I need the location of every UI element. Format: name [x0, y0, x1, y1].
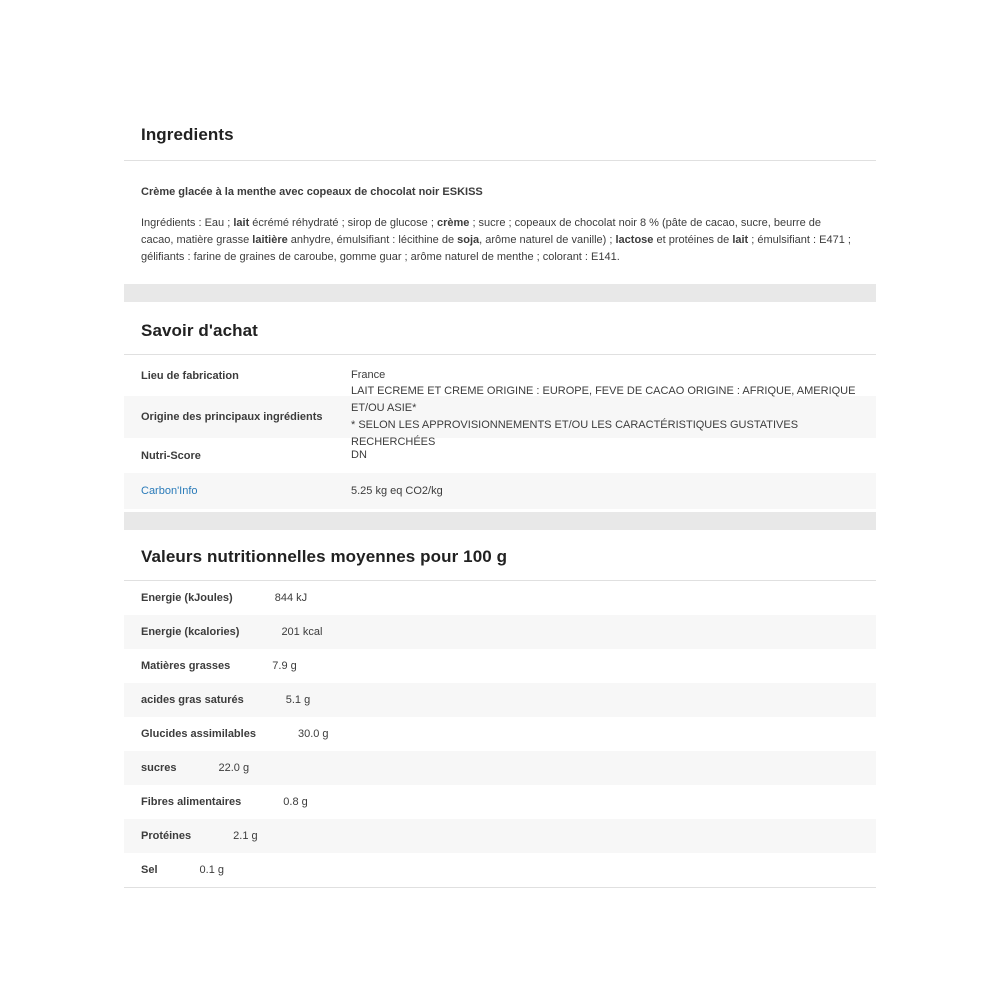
row-label: acides gras saturés	[141, 694, 244, 706]
nutrition-table	[124, 581, 876, 888]
table-row	[124, 785, 876, 819]
row-value: 201 kcal	[281, 626, 323, 638]
carbon-footprint-value: 5.25 kg eq CO2/kg	[351, 484, 443, 497]
row-label: Glucides assimilables	[141, 728, 256, 740]
row-value: 844 kJ	[274, 592, 308, 604]
row-label: Fibres alimentaires	[141, 796, 242, 808]
purchase-info-section-title: Savoir d'achat	[141, 321, 258, 340]
table-row	[124, 385, 876, 448]
row-value	[351, 383, 876, 451]
nutrition-section-title: Valeurs nutritionnelles moyennes pour 100 g	[141, 547, 508, 566]
row-label: Sel	[141, 864, 158, 876]
table-row	[124, 717, 876, 751]
table-row	[124, 615, 876, 649]
row-label: Origine des principaux ingrédients	[141, 411, 323, 423]
ingredients-section-title: Ingredients	[141, 125, 234, 144]
table-row	[124, 581, 876, 615]
row-label: Energie (kJoules)	[141, 592, 233, 604]
nutri-score-value: DN	[351, 449, 367, 461]
allergen-lait: lait	[233, 217, 250, 229]
row-value: 0.8 g	[283, 796, 308, 808]
row-value: 22.0 g	[218, 762, 250, 774]
product-name: Crème glacée à la menthe avec copeaux de chocolat noir ESKISS	[141, 186, 483, 198]
row-label: Protéines	[141, 830, 192, 842]
origin-value-line2: * SELON LES APPROVISIONNEMENTS ET/OU LES CARACTÉRISTIQUES GUSTATIVES RECHERCHÉES	[351, 419, 799, 448]
row-value: 30.0 g	[297, 728, 329, 740]
ingredients-text-part: anhydre, émulsifiant : lécithine de	[287, 234, 458, 246]
allergen-creme: crème	[436, 217, 470, 229]
row-label: Lieu de fabrication	[141, 369, 239, 382]
allergen-lactose: lactose	[615, 234, 654, 246]
content-container	[124, 0, 876, 888]
row-label: Energie (kcalories)	[141, 626, 240, 638]
allergen-soja: soja	[457, 234, 480, 246]
row-value: 0.1 g	[199, 864, 224, 876]
ingredients-text-part: ; émulsifiant : E471 ; gélifiants : farine de graines de caroube, gomme guar ; arôme naturel de menthe ; colorant : E141.	[141, 234, 851, 263]
ingredients-text-part: écrémé réhydraté ; sirop de glucose ;	[249, 217, 437, 229]
ingredients-text-part: ; sucre ; copeaux de chocolat noir 8 % (pâte de cacao, sucre, beurre de cacao, matière grasse	[141, 217, 821, 246]
row-value: 5.1 g	[285, 694, 311, 706]
row-value: 7.9 g	[272, 660, 297, 672]
section-separator-bar	[124, 284, 876, 302]
table-row	[124, 751, 876, 785]
allergen-lait: lait	[732, 234, 749, 246]
row-label: Nutri-Score	[141, 449, 201, 462]
row-value: France	[351, 369, 386, 381]
section-separator-bar	[124, 512, 876, 530]
table-row	[124, 683, 876, 717]
ingredients-description	[124, 215, 876, 266]
row-value: 2.1 g	[233, 830, 258, 842]
divider-rule	[124, 160, 876, 161]
carboninfo-link[interactable]: Carbon'Info	[141, 485, 198, 497]
row-label: Matières grasses	[141, 660, 231, 672]
row-label: sucres	[141, 762, 177, 774]
ingredients-text-part: , arôme naturel de vanille) ;	[479, 234, 616, 246]
table-row	[124, 819, 876, 853]
table-row	[124, 473, 876, 509]
ingredients-text-part: et protéines de	[653, 234, 733, 246]
table-row	[124, 649, 876, 683]
allergen-laitiere: laitière	[252, 234, 288, 246]
ingredients-text-part: Ingrédients : Eau ;	[141, 217, 234, 229]
table-row	[124, 853, 876, 887]
purchase-info-table	[124, 355, 876, 509]
origin-value-line1: LAIT ECREME ET CREME ORIGINE : EUROPE, FEVE DE CACAO ORIGINE : AFRIQUE, AMERIQUE ET/OU ASIE*	[351, 385, 856, 414]
